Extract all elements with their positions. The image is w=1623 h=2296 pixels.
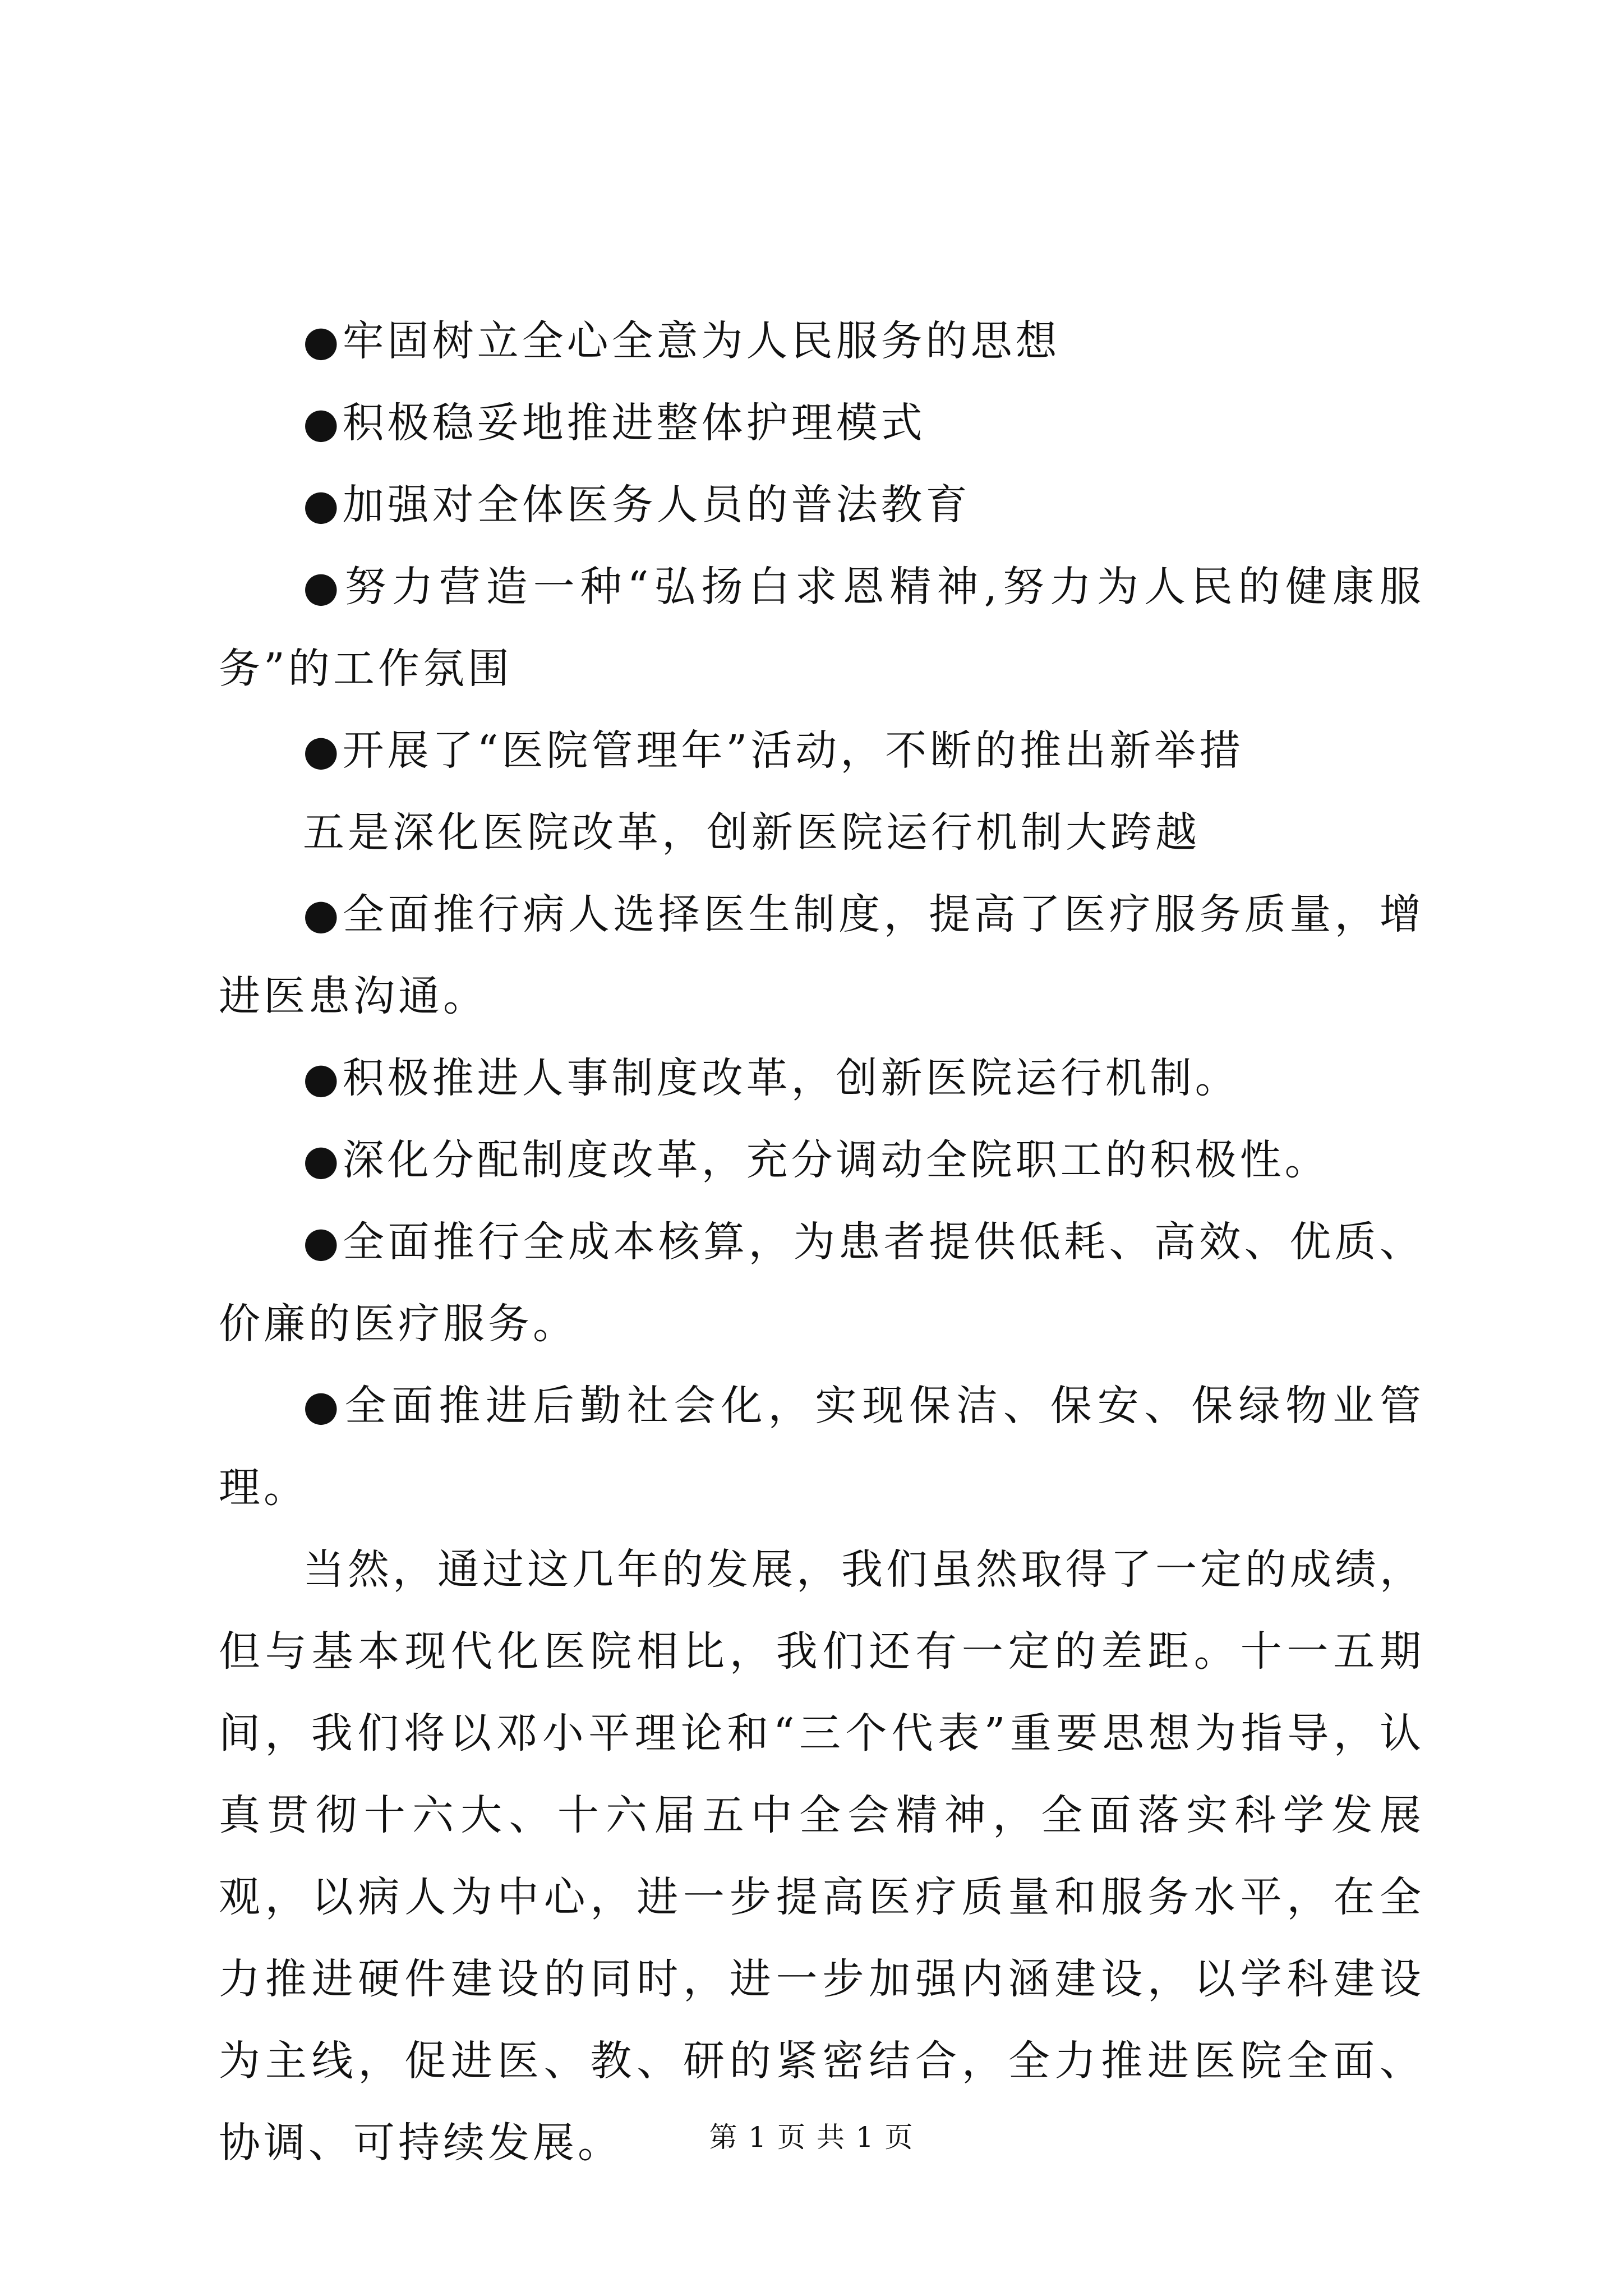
paragraph-4: ●努力营造一种“弘扬白求恩精神,努力为人民的健康服务”的工作氛围 [219,563,1424,693]
paragraph-1: ●牢固树立全心全意为人民服务的思想 [303,317,1061,365]
paragraph-11: ●全面推进后勤社会化，实现保洁、保安、保绿物业管理。 [219,1382,1424,1512]
closing-paragraph: 当然，通过这几年的发展，我们虽然取得了一定的成绩，但与基本现代化医院相比，我们还有一定的差距。十一五期间，我们将以邓小平理论和“三个代表”重要思想为指导，认真贯彻十六大、十六届五中全会精神，全面落实科学发展观，以病人为中心，进一步提高医疗质量和服务水平，在全力推进硬件建设的同时，进一步加强内涵建设，以学科建设为主线，促进医、教、研的紧密结合，全力推进医院全面、协调、可持续发展。 [219,1545,1424,2167]
paragraph-8: ●积极推进人事制度改革，创新医院运行机制。 [303,1054,1240,1102]
paragraph-2: ●积极稳妥地推进整体护理模式 [303,399,926,447]
paragraph-10: ●全面推行全成本核算，为患者提供低耗、高效、优质、价廉的医疗服务。 [219,1218,1424,1348]
paragraph-3: ●加强对全体医务人员的普法教育 [303,481,971,529]
paragraph-9: ●深化分配制度改革，充分调动全院职工的积极性。 [303,1136,1330,1184]
paragraph-7: ●全面推行病人选择医生制度，提高了医疗服务质量，增进医患沟通。 [219,890,1424,1020]
page-footer: 第 1 页 共 1 页 [709,2121,914,2154]
section-heading: 五是深化医院改革，创新医院运行机制大跨越 [303,808,1200,857]
document-body [219,300,1424,2184]
paragraph-5: ●开展了“医院管理年”活动，不断的推出新举措 [303,726,1244,775]
